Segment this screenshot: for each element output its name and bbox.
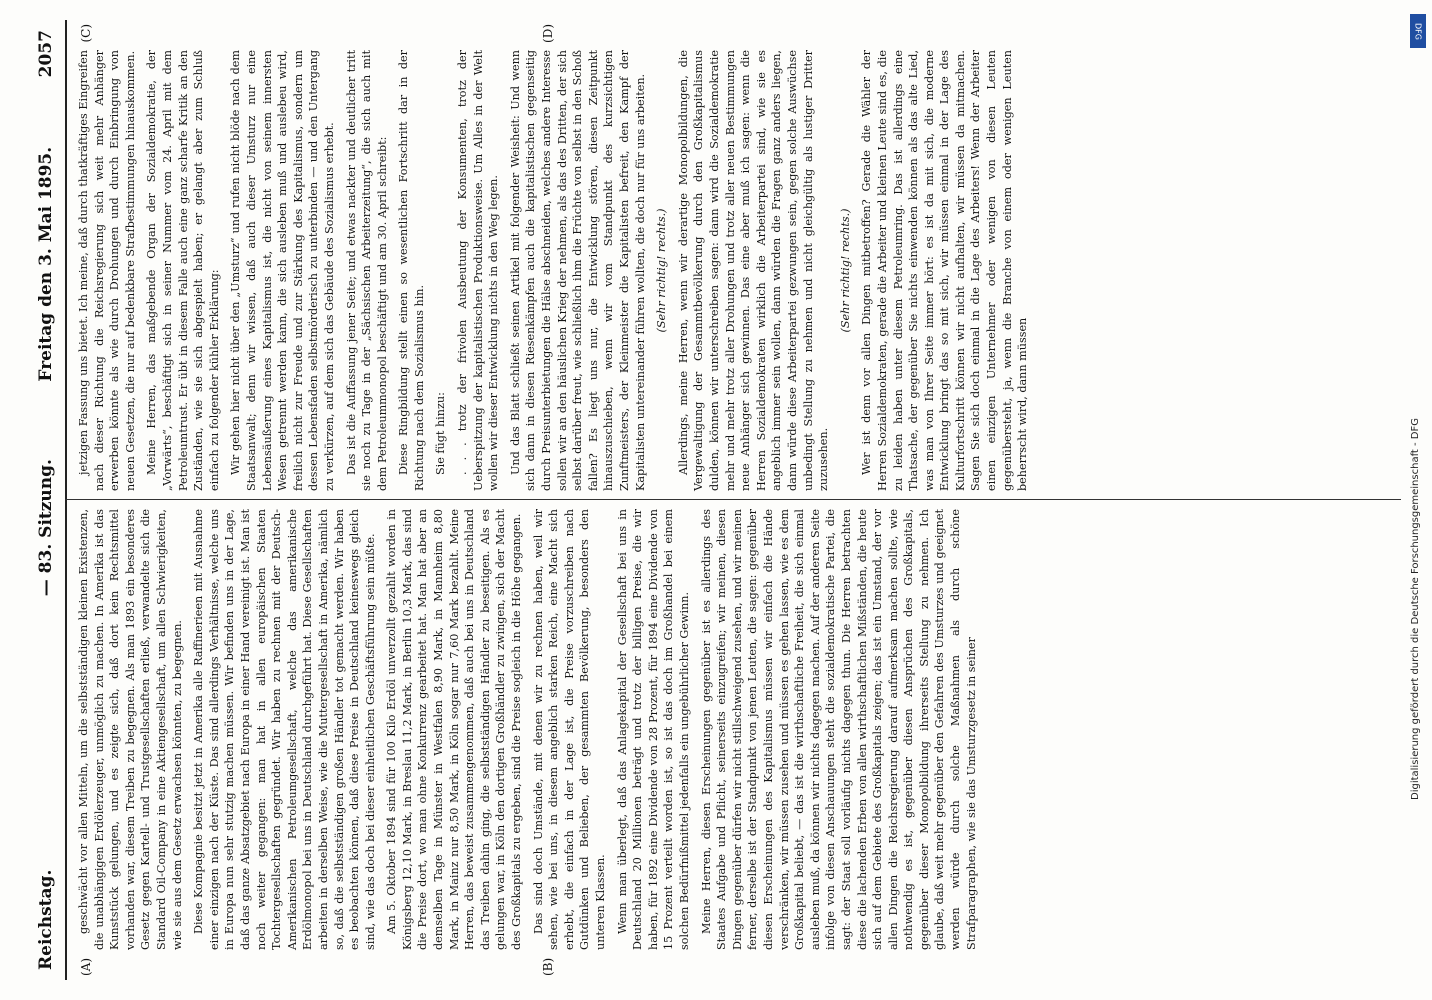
header-date: Freitag den 3. Mai 1895. [36,146,56,382]
quotation: Wir gehen hier nicht über den „Umsturz“ und rufen nicht blöde nach dem Staatsanwalt; denn wir wissen, daß auch dieser Umsturz nur eine Lebensäußerung eines Kapitalismus ist, die nicht von seinem innersten Wesen getrennt werden kann, die sich ausleben muß und auslebeu wird, freilich nicht zur Freude und zur Stärkung des Kapitalismus, sondern um dessen Lebensfaden selbstmörderisch zu unterbinden — und den Untergang zu verkürzen, auf dem sich das Gebäude des Sozialismus erhebt. [229,50,336,491]
interjection: (Sehr richtig! rechts.) [655,208,669,333]
paragraph: geschwächt vor allen Mitteln, um die selbstständigen kleinen Existenzen, die unabhängigen Erdölerzeuger, unmöglich zu machen. In Amerika ist das Kunststück gelungen, und es zeigte sich, daß dort kein Rechtsmittel vorhanden war, diesem Treiben zu begegnen. Als man 1893 ein besonderes Gesetz gegen Kartell- und Trustgesellschaften erließ, verwandelte sich die Standard Oil-Company in eine Aktiengesellschaft, um allen Schwierigkeiten, wie sie aus dem Gesetz erwachsen könnten, zu begegnen. [77,509,184,950]
paragraph: Meine Herren, das maßgebende Organ der Sozialdemokratie, der „Vorwärts“, beschäftigt sich in seiner Nummer vom 24. April mit dem Petroleumtrust. Er übt in diesem Falle auch eine ganz scharfe Kritik an den Zuständen, wie sie sich abgespielt haben; er gelangt aber zum Schluß einfach zu folgender kühler Erklärung: [145,50,221,491]
header-rule [65,20,67,980]
paragraph: Diese Kompagnie besitzt jetzt in Amerika alle Raffinerieen mit Ausnahme einer einzigen nach der Küste. Das sind allerdings Verhältnisse, welche uns in Europa nun sehr stutzig machen müssen. Wir befinden uns in der Lage, daß das ganze Absatzgebiet nach Europa in einer Hand vereinigt ist. Man ist noch weiter gegangen: man hat in allen europäischen Staaten Tochtergesellschaften gegründet. Wir haben zu rechnen mit der Deutsch-Amerikanischen Petroleumgesellschaft, welche das amerikanische Erdölmonopol bei uns in Deutschland durchgeführt hat. Diese Gesellschaften arbeiten in derselben Weise, wie die Muttergesellschaft in Amerika, nämlich so, daß die selbstständigen großen Händler tot gemacht werden. Wir haben es beobachten können, daß diese Preise in Deutschland keineswegs gleich sind, wie das doch bei dieser einheitlichen Geschäftsführung sein müßte. [192,509,377,950]
margin-marker-c: (C) [79,24,93,43]
paragraph: Wer ist denn vor allen Dingen mitbetroffen? Gerade die Wähler der Herren Sozialdemokraten, gerade die Arbeiter und kleinen Leute sind es, die zu leiden haben unter diesem Petroleumring. Das ist allerdings eine Thatsache, der gegenüber Sie nichts einwenden können als das alte Lied, was man von Ihrer Seite immer hört: es ist da mit sich, die moderne Entwicklung bringt das so mit sich, wir müssen einmal in der Lage des Kulturfortschritt können wir nicht aufhalten, wir müssen da mitmachen. Sagen Sie sich doch einmal in die Lage des Arbeiters! Wenn der Arbeiter einen einzigen Unternehmer oder wenigen von diesen Leuten gegenübersteht, ja, wenn die Branche von einem oder wenigen Leuten beherrscht wird, dann müssen [860,50,1030,491]
paragraph: Am 5. Oktober 1894 sind für 100 Kilo Erdöl unverzollt gezahlt worden in Königsberg 12,10 Mark, in Breslau 11,2 Mark, in Berlin 10,3 Mark, das sind die Preise dort, wo man ohne Konkurrenz gearbeitet hat. Man hat aber an demselben Tage in Münster in Westfalen 8,90 Mark, in Mannheim 8,80 Mark, in Mainz nur 8,50 Mark, in Köln sogar nur 7,60 Mark bezahlt. Meine Herren, das beweist zusammengenommen, daß auch bei uns in Deutschland das Treiben dahin ging, die selbstständigen Händler zu beseitigen. Als es gelungen war, in Köln den dortigen Großhändler zu zwingen, sich der Macht des Großkapitals zu ergeben, sind die Preise sogleich in die Höhe gegangen. [385,509,524,950]
column-left [76,509,1381,950]
page-number: 2057 [36,29,56,78]
quotation: . . . trotz der frivolen Ausbeutung der Konsumenten, trotz der Ueberspitzung der kapitalistischen Produktionsweise. Um Alles in der Welt wollen wir dieser Entwicklung nichts in den Weg legen. [456,50,501,491]
dfg-credit-text: Digitalisierung gefördert durch die Deutsche Forschungsgemeinschaft - DFG [1410,417,1421,800]
paragraph: jetzigen Fassung uns bietet. Ich meine, daß durch thatkräftiges Eingreifen nach dieser Richtung die Reichsregierung sich weit mehr Anhänger erwerben könnte als wie durch Drohungen und durch Einbringung von neuen Gesetzen, die nur auf bedenkbare Strafbestimmungen hinauskommen. [77,50,137,491]
paragraph: Das ist die Auffassung jener Seite; und etwas nackter und deutlicher tritt sie noch zu Tage in der „Sächsischen Arbeiterzeitung“, die sich auch mit dem Petroleummonopol beschäftigt und am 30. April schreibt: [344,50,389,491]
margin-marker-d: (D) [541,24,555,43]
interjection: (Sehr richtig! rechts.) [838,208,852,333]
paragraph: Wenn man überlegt, daß das Anlagekapital der Gesellschaft bei uns in Deutschland 20 Millionen beträgt und trotz der billigen Preise, die wir haben, für 1892 eine Dividende von 28 Prozent, für 1894 eine Dividende von 15 Prozent verteilt worden ist, so ist das doch im Großhandel bei einem solchen Bedürfnißmittel jedenfalls ein ungebührlicher Gewinn. [615,509,691,950]
column-right [76,50,1381,491]
rotated-sheet [21,20,1411,980]
paragraph: Und das Blatt schließt seinen Artikel mit folgender Weisheit: Und wenn sich dann in diesen Riesenkämpfen auch die kapitalistischen gegenseitig durch Preisunterbietungen die Hälse abschneiden, welches andere Interesse sollen wir an den häuslichen Krieg der nehmen, als das des Dritten, der sich selbst darüber freut, wie schließlich ihm die Früchte von selbst in den Schoß fallen? Es liegt uns nur, die Entwicklung stören, diesen Zeitpunkt hinauszuschieben, wenn wir vom Standpunkt des kurzsichtigen Zunftmeisters, der Kleinmeister die Kapitalisten befreit, den Kampf der Kapitalisten untereinander führen wollten, die doch nur für uns arbeiten. [508,50,647,491]
text-columns [76,50,1381,950]
header-left: Reichstag. [36,869,56,970]
quotation: Diese Ringbildung stellt einen so wesentlichen Fortschritt dar in der Richtung nach dem Sozialismus hin. [397,50,426,491]
paragraph: Allerdings, meine Herren, wenn wir derartige Monopolbildungen, die Vergewaltigung der Gesammtbevölkerung durch den Großkapitalismus dulden, können wir unterschreiben sagen: dann wird die Sozialdemokratie mehr und mehr trotz aller Drohungen und trotz aller neuen Bestimmungen neue Anhänger sich gewinnen. Das eine aber muß ich sagen: wenn die Herren Sozialdemokraten wirklich die Arbeiterpartei sind, wie sie es angeblich immer sein wollen, dann würden die Fragen ganz anders liegen, dann würde diese Arbeiterpartei gezwungen sein, gegen solche Auswüchse unbedingt Stellung zu nehmen und nicht gleichgültig als lustiger Dritter zuzusehen. [676,50,831,491]
paragraph: Sie fügt hinzu: [434,392,448,475]
margin-marker-a: (A) [79,957,93,976]
margin-marker-b: (B) [541,957,555,976]
header-session: — 83. Sitzung. [36,459,56,597]
paragraph: Das sind doch Umstände, mit denen wir zu rechnen haben, weil wir sehen, wie bei uns, in diesem angeblich starken Reich, eine Macht sich erhebt, die einfach in der Lage ist, die Preise vorzuschreiben nach Gutdünken und Belieben, der gesammten Bevölkerung, besonders den unteren Klassen. [531,509,607,950]
page-header [31,30,61,970]
paragraph: Meine Herren, diesen Erscheinungen gegenüber ist es allerdings des Staates Aufgabe und Pflicht, seinerseits einzugreifen; wir meinen, diesen Dingen gegenüber dürfen wir nicht stillschweigend zusehen, und wir meinen ferner, derselbe ist der Standpunkt von jenen Leuten, die sagen: gegenüber diesen Erscheinungen des Kapitalismus müssen wir einfach die Hände verschränken, wir müssen zusehen und müssen es gehen lassen, wie es dem Großkapital beliebt, — das ist die wirthschaftliche Freiheit, die sich einmal ausleben muß, da können wir nichts dagegen machen. Auf der anderen Seite infolge von diesen Anschauungen steht die sozialdemokratische Partei, die sagt: der Staat soll vorläufig nichts dagegen thun. Die Herren betrachten diese die lachenden Erben von allen wirthschaftlichen Mißständen, die heute sich auf dem Gebiete des Großkapitals zeigen; das ist ein Umstand, der vor allen Dingen die Reichsregierung darauf aufmerksam machen sollte, wie nothwendig es ist, gegenüber diesen Ansprüchen des Großkapitals, gegenüber dieser Monopolbildung ihrerseits Stellung zu nehmen. Ich glaube, daß weit mehr gegenüber den Gefahren des Umsturzes und geeignet werden würde durch solche Maßnahmen als durch schöne Strafparagraphen, wie sie das Umsturzgesetz in seiner [699,509,978,950]
dfg-logo: DFG [1410,14,1426,48]
dfg-credit [1408,200,1424,800]
